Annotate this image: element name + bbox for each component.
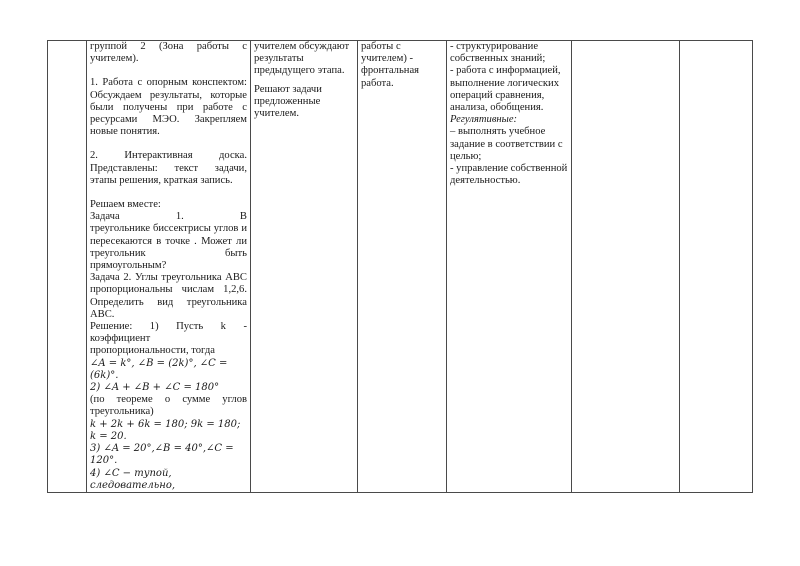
solution-intro: Решение: 1) Пусть k - коэффициент пропорциональности, тогда bbox=[90, 321, 247, 357]
solution-angles: ∠A = k°, ∠B = (2k)°, ∠C = (6k)°. bbox=[90, 357, 228, 381]
outcome-4: - управление собственной деятельностью. bbox=[450, 163, 568, 187]
solution-equation: k + 2k + 6k = 180; 9k = 180; bbox=[90, 418, 241, 430]
task-2-text: Задача 2. Углы треугольника ABC пропорциональны числам 1,2,6. Определить вид треугольника ABC. bbox=[90, 272, 247, 320]
solution-step-2-equation: 2) ∠A + ∠B + ∠C = 180° bbox=[90, 382, 220, 394]
lesson-plan-table bbox=[47, 40, 753, 493]
student-activity-2: Решают задачи предложенные учителем. bbox=[254, 83, 322, 120]
solution-k-value: k = 20. bbox=[90, 430, 127, 442]
cell-stage bbox=[48, 41, 87, 493]
regulatory-heading: Регулятивные: bbox=[450, 114, 518, 126]
solution-step-4: 4) ∠C − тупой, следовательно, bbox=[90, 467, 176, 491]
cell-teacher-activity bbox=[87, 41, 251, 493]
outcome-1: - структурирование собственных знаний; bbox=[450, 41, 546, 65]
work-form-text: работы с учителем) - фронтальная работа. bbox=[361, 41, 420, 89]
intro-text: группой 2 (Зона работы с учителем). bbox=[90, 41, 247, 65]
cell-student-activity bbox=[251, 41, 358, 493]
step-1-text: 1. Работа с опорным конспектом: Обсуждаем результаты, которые были получены при работе с ресурсами МЭО. Закрепляем новые понятия. bbox=[90, 77, 247, 138]
cell-work-form bbox=[358, 41, 447, 493]
table-row bbox=[48, 41, 753, 493]
student-activity-1: учителем обсуждают результаты предыдущего этапа. bbox=[254, 41, 350, 77]
step-2-text: Представлены: текст задачи, этапы решения, краткая запись. bbox=[90, 162, 247, 186]
solution-step-3: 3) ∠A = 20°,∠B = 40°,∠C = 120°. bbox=[90, 443, 234, 467]
step-2-heading: 2. Интерактивная доска. bbox=[90, 150, 247, 162]
outcome-2: - работа с информацией, выполнение логических операций сравнения, анализа, обобщения. bbox=[450, 65, 561, 114]
solution-step-2-note: (по теореме о сумме углов треугольника) bbox=[90, 394, 247, 418]
task-1-heading: Задача 1. В bbox=[90, 211, 247, 223]
cell-learning-outcomes bbox=[447, 41, 572, 493]
cell-empty-7 bbox=[680, 41, 753, 493]
outcome-3: – выполнять учебное задание в соответствии с целью; bbox=[450, 126, 563, 162]
cell-empty-6 bbox=[572, 41, 680, 493]
task-1-text: треугольнике биссектрисы углов и пересекаются в точке . Может ли треугольник быть прямоугольным? bbox=[90, 223, 247, 272]
solve-together-label: Решаем вместе: bbox=[90, 199, 161, 211]
